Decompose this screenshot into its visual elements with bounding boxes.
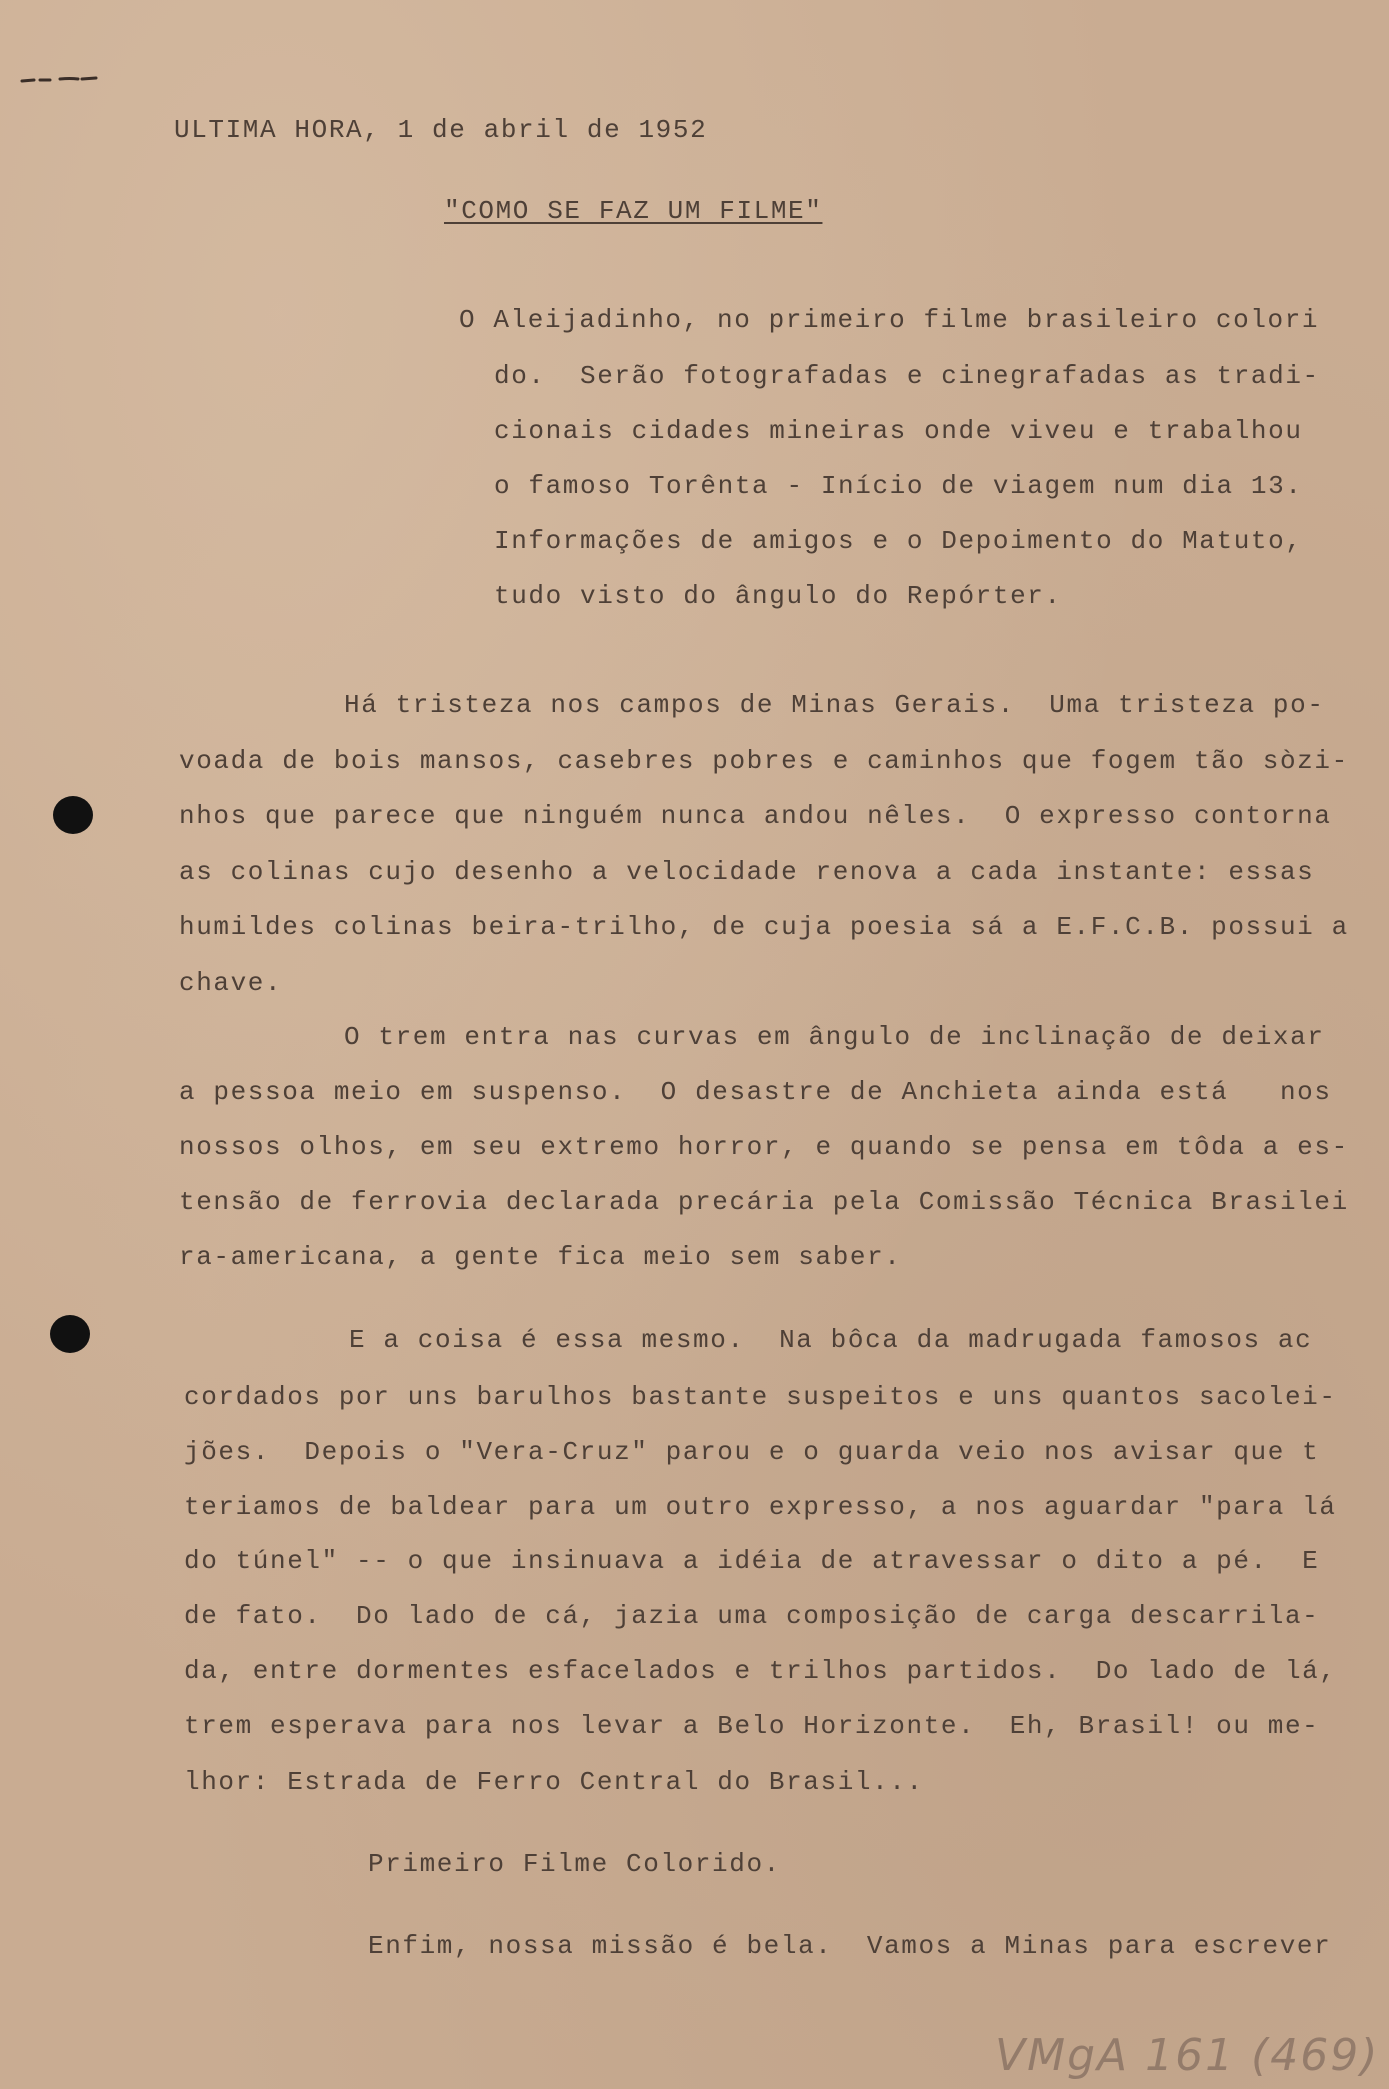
lead-line: o famoso Torênta - Início de viagem num dia 13. (494, 471, 1303, 501)
paragraph-line: E a coisa é essa mesmo. Na bôca da madrugada famosos ac (349, 1325, 1313, 1355)
punch-hole (50, 1315, 90, 1353)
paragraph-line: trem esperava para nos levar a Belo Horizonte. Eh, Brasil! ou me- (184, 1711, 1320, 1741)
paragraph-line: Enfim, nossa missão é bela. Vamos a Minas para escrever (368, 1931, 1332, 1961)
lead-line: do. Serão fotografadas e cinegrafadas as tradi- (494, 361, 1320, 391)
ink-mark (20, 76, 98, 84)
paragraph-line: chave. (179, 968, 283, 998)
paragraph-line: nhos que parece que ninguém nunca andou nêles. O expresso contorna (179, 801, 1332, 831)
paragraph-line: teriamos de baldear para um outro expresso, a nos aguardar "para lá (184, 1492, 1337, 1522)
paragraph-line: nossos olhos, em seu extremo horror, e quando se pensa em tôda a es- (179, 1132, 1349, 1162)
paragraph-line: de fato. Do lado de cá, jazia uma composição de carga descarrila- (184, 1601, 1320, 1631)
paragraph-line: as colinas cujo desenho a velocidade renova a cada instante: essas (179, 857, 1315, 887)
paragraph-line: Há tristeza nos campos de Minas Gerais. Uma tristeza po- (344, 690, 1325, 720)
lead-line: O Aleijadinho, no primeiro filme brasileiro colori (459, 305, 1320, 335)
paragraph-line: lhor: Estrada de Ferro Central do Brasil... (184, 1767, 924, 1797)
lead-line: tudo visto do ângulo do Repórter. (494, 581, 1062, 611)
lead-line: cionais cidades mineiras onde viveu e trabalhou (494, 416, 1303, 446)
page-title: "COMO SE FAZ UM FILME" (444, 196, 823, 226)
paragraph-line: a pessoa meio em suspenso. O desastre de Anchieta ainda está nos (179, 1077, 1332, 1107)
paragraph-line: humildes colinas beira-trilho, de cuja poesia sá a E.F.C.B. possui a (179, 912, 1349, 942)
punch-hole (53, 796, 93, 834)
paragraph-line: O trem entra nas curvas em ângulo de inclinação de deixar (344, 1022, 1325, 1052)
paragraph-line: do túnel" -- o que insinuava a idéia de atravessar o dito a pé. E (184, 1546, 1320, 1576)
subheading: Primeiro Filme Colorido. (368, 1849, 781, 1879)
paragraph-line: voada de bois mansos, casebres pobres e caminhos que fogem tão sòzi- (179, 746, 1349, 776)
lead-line: Informações de amigos e o Depoimento do Matuto, (494, 526, 1303, 556)
paragraph-line: da, entre dormentes esfacelados e trilhos partidos. Do lado de lá, (184, 1656, 1337, 1686)
paragraph-line: cordados por uns barulhos bastante suspeitos e uns quantos sacolei- (184, 1382, 1337, 1412)
source-line: ULTIMA HORA, 1 de abril de 1952 (174, 115, 708, 145)
paragraph-line: jões. Depois o "Vera-Cruz" parou e o guarda veio nos avisar que t (184, 1437, 1320, 1467)
archive-code: VMgA 161 (469) (995, 2030, 1380, 2081)
paragraph-line: tensão de ferrovia declarada precária pela Comissão Técnica Brasilei (179, 1187, 1349, 1217)
paragraph-line: ra-americana, a gente fica meio sem saber. (179, 1242, 902, 1272)
